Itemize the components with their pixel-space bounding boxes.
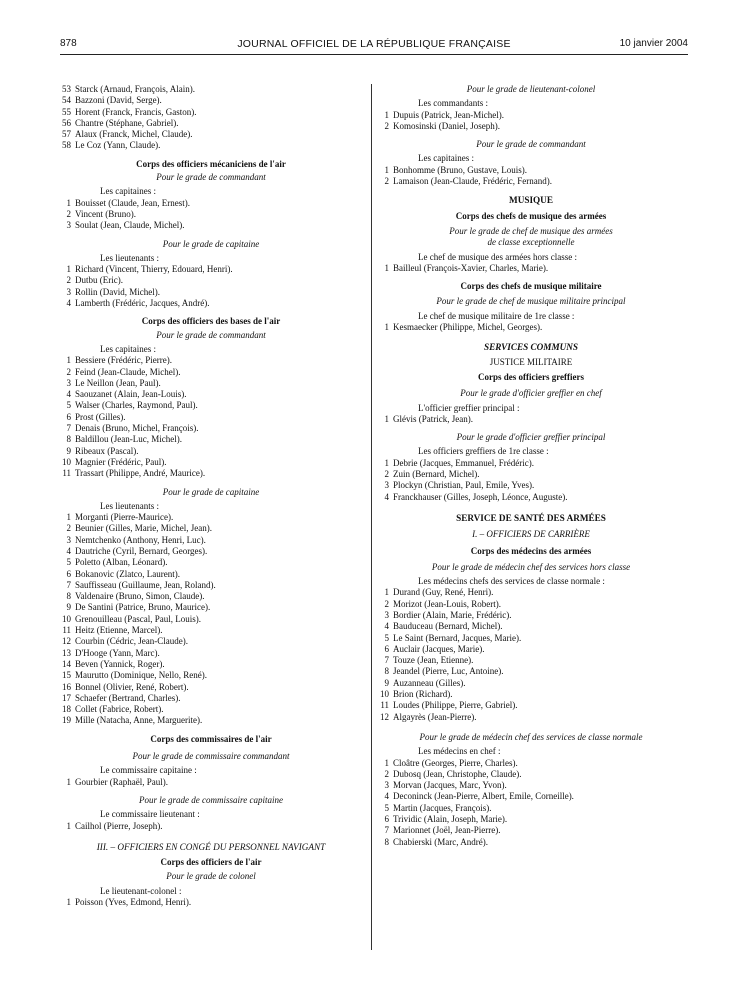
person-name: Zuin (Bernard, Michel). — [393, 469, 480, 480]
person-name: Courbin (Cédric, Jean-Claude). — [75, 636, 188, 647]
person-name: Le Saint (Bernard, Jacques, Marie). — [393, 632, 522, 643]
person-name: Lamaison (Jean-Claude, Frédéric, Fernand). — [393, 176, 552, 187]
item-number: 7 — [66, 579, 71, 590]
list-item — [378, 587, 684, 598]
item-number: 3 — [66, 534, 71, 545]
item-number: 2 — [384, 120, 389, 131]
list-item — [378, 414, 684, 425]
item-number: 3 — [384, 780, 389, 791]
item-number: 8 — [66, 434, 71, 445]
person-name: Loudes (Philippe, Pierre, Gabriel). — [393, 700, 518, 711]
item-number: 2 — [384, 598, 389, 609]
person-name: Trassart (Philippe, André, Maurice). — [75, 468, 206, 479]
list-item — [378, 110, 684, 121]
rank-label: Les lieutenants : — [100, 500, 159, 511]
grade-heading: Pour le grade d'officier greffier en chef — [460, 388, 602, 399]
person-name: Morvan (Jacques, Marc, Yvon). — [393, 780, 507, 791]
item-number: 1 — [384, 413, 389, 424]
person-name: Rollin (David, Michel). — [75, 286, 160, 297]
list-item — [378, 165, 684, 176]
item-number: 12 — [62, 636, 71, 647]
list-item — [60, 535, 362, 546]
corps-heading: Corps des chefs de musique militaire — [460, 281, 602, 292]
left-column — [60, 84, 362, 908]
person-name: Alaux (Franck, Michel, Claude). — [75, 129, 193, 140]
item-number: 7 — [66, 423, 71, 434]
corps-heading: Corps des officiers de l'air — [160, 857, 262, 868]
item-number: 4 — [66, 389, 71, 400]
item-number: 1 — [384, 109, 389, 120]
item-number: 5 — [66, 557, 71, 568]
item-number: 2 — [66, 366, 71, 377]
list-item — [60, 512, 362, 523]
person-name: Komosinski (Daniel, Joseph). — [393, 120, 500, 131]
item-number: 6 — [384, 643, 389, 654]
item-number: 15 — [62, 670, 71, 681]
item-number: 1 — [384, 757, 389, 768]
list-item — [60, 95, 362, 106]
corps-heading: Corps des officiers greffiers — [477, 371, 585, 382]
person-name: Collet (Fabrice, Robert). — [75, 704, 164, 715]
item-number: 2 — [384, 176, 389, 187]
person-name: Le Neillon (Jean, Paul). — [75, 377, 161, 388]
item-number: 7 — [384, 655, 389, 666]
grade-heading: Pour le grade de capitaine — [162, 238, 260, 249]
person-name: Plockyn (Christian, Paul, Emile, Yves). — [393, 480, 535, 491]
list-item — [60, 198, 362, 209]
item-number: 55 — [62, 106, 71, 117]
corps-heading: Corps des chefs de musique des armées — [455, 210, 607, 221]
list-item — [60, 446, 362, 457]
list-item — [60, 625, 362, 636]
list-item — [378, 121, 684, 132]
list-item — [378, 599, 684, 610]
item-number: 1 — [66, 512, 71, 523]
list-item — [60, 367, 362, 378]
list-item — [378, 480, 684, 491]
item-number: 2 — [66, 208, 71, 219]
list-item — [378, 610, 684, 621]
name-list — [60, 821, 362, 832]
person-name: Auzanneau (Gilles). — [393, 677, 466, 688]
item-number: 56 — [62, 117, 71, 128]
item-number: 8 — [384, 666, 389, 677]
rank-label: Les lieutenants : — [100, 252, 159, 263]
person-name: Morganti (Pierre-Maurice). — [75, 512, 174, 523]
grade-heading: Pour le grade de médecin chef des services hors classe — [431, 561, 631, 572]
list-item — [60, 602, 362, 613]
item-number: 1 — [384, 164, 389, 175]
corps-heading: Corps des officiers mécaniciens de l'air — [136, 158, 286, 169]
person-name: Trividic (Alain, Joseph, Marie). — [393, 814, 508, 825]
rank-label: Le lieutenant-colonel : — [100, 885, 182, 896]
item-number: 1 — [384, 322, 389, 333]
right-column — [378, 84, 684, 848]
person-name: Auclair (Jacques, Marie). — [393, 643, 485, 654]
person-name: Poisson (Yves, Edmond, Henri). — [75, 897, 192, 907]
person-name: Cailhol (Pierre, Joseph). — [75, 820, 163, 831]
page-header — [60, 38, 688, 52]
journal-title: JOURNAL OFFICIEL DE LA RÉPUBLIQUE FRANÇAISE — [237, 38, 511, 50]
person-name: Bazzoni (David, Serge). — [75, 95, 162, 106]
grade-heading: Pour le grade de médecin chef des services de classe normale — [419, 731, 643, 742]
item-number: 5 — [384, 802, 389, 813]
person-name: Debrie (Jacques, Emmanuel, Frédéric). — [393, 457, 534, 468]
publication-date: 10 janvier 2004 — [619, 38, 688, 49]
name-list — [60, 84, 362, 152]
item-number: 3 — [384, 480, 389, 491]
grade-heading: Pour le grade de colonel — [166, 871, 256, 882]
list-item — [378, 176, 684, 187]
list-item — [378, 322, 684, 333]
rank-label: Les commandants : — [418, 98, 488, 109]
item-number: 11 — [62, 625, 71, 636]
item-number: 16 — [62, 681, 71, 692]
person-name: Kesmaecker (Philippe, Michel, Georges). — [393, 322, 543, 333]
name-list — [378, 165, 684, 188]
grade-heading: Pour le grade de commandant — [476, 139, 586, 150]
corps-heading: Corps des médecins des armées — [470, 545, 592, 556]
item-number: 1 — [66, 355, 71, 366]
item-number: 9 — [66, 602, 71, 613]
person-name: Richard (Vincent, Thierry, Edouard, Henri). — [75, 264, 233, 275]
grade-heading: Pour le grade de chef de musique des armées de classe exceptionnelle — [449, 225, 613, 248]
name-list — [60, 897, 362, 908]
name-list — [60, 777, 362, 788]
rank-label: Les médecins en chef : — [418, 746, 501, 757]
list-item — [378, 492, 684, 503]
list-item — [60, 614, 362, 625]
item-number: 1 — [384, 457, 389, 468]
person-name: Martin (Jacques, François). — [393, 802, 492, 813]
person-name: Brion (Richard). — [393, 689, 453, 700]
item-number: 1 — [66, 776, 71, 787]
person-name: Le Coz (Yann, Claude). — [75, 140, 161, 151]
grade-heading: Pour le grade de commissaire capitaine — [139, 794, 283, 805]
list-item — [60, 220, 362, 231]
item-number: 6 — [384, 814, 389, 825]
person-name: Chabierski (Marc, André). — [393, 836, 488, 847]
item-number: 3 — [384, 609, 389, 620]
section-heading: SERVICE DE SANTÉ DES ARMÉES — [456, 512, 606, 523]
list-item — [378, 780, 684, 791]
item-number: 3 — [66, 220, 71, 231]
item-number: 11 — [380, 700, 389, 711]
name-list — [378, 322, 684, 333]
list-item — [60, 423, 362, 434]
list-item — [60, 275, 362, 286]
person-name: Horent (Franck, Francis, Gaston). — [75, 106, 197, 117]
list-item — [60, 580, 362, 591]
list-item — [60, 84, 362, 95]
list-item — [60, 704, 362, 715]
list-item — [378, 666, 684, 677]
list-item — [60, 557, 362, 568]
person-name: Bouisset (Claude, Jean, Ernest). — [75, 197, 190, 208]
list-item — [378, 712, 684, 723]
grade-heading: Pour le grade de capitaine — [162, 486, 260, 497]
person-name: Denais (Bruno, Michel, François). — [75, 423, 199, 434]
person-name: Durand (Guy, René, Henri). — [393, 587, 494, 598]
list-item — [378, 758, 684, 769]
person-name: Dupuis (Patrick, Jean-Michel). — [393, 109, 504, 120]
person-name: Deconinck (Jean-Pierre, Albert, Emile, Corneille). — [393, 791, 574, 802]
person-name: Feind (Jean-Claude, Michel). — [75, 366, 181, 377]
name-list — [378, 587, 684, 723]
person-name: Bonhomme (Bruno, Gustave, Louis). — [393, 164, 527, 175]
person-name: Nemtchenko (Anthony, Henri, Luc). — [75, 534, 206, 545]
list-item — [378, 825, 684, 836]
item-number: 54 — [62, 95, 71, 106]
person-name: Baldillou (Jean-Luc, Michel). — [75, 434, 182, 445]
subsection-heading: JUSTICE MILITAIRE — [489, 356, 573, 367]
list-item — [60, 591, 362, 602]
list-item — [378, 689, 684, 700]
name-list — [378, 758, 684, 848]
person-name: Lamberth (Frédéric, Jacques, André). — [75, 298, 210, 309]
item-number: 18 — [62, 704, 71, 715]
person-name: Saouzanet (Alain, Jean-Louis). — [75, 389, 187, 400]
list-item — [378, 655, 684, 666]
person-name: Magnier (Frédéric, Paul). — [75, 456, 167, 467]
person-name: Dautriche (Cyril, Bernard, Georges). — [75, 545, 208, 556]
name-list — [378, 263, 684, 274]
list-item — [378, 678, 684, 689]
item-number: 10 — [380, 689, 389, 700]
person-name: Valdenaire (Bruno, Simon, Claude). — [75, 591, 205, 602]
list-item — [378, 700, 684, 711]
item-number: 13 — [62, 647, 71, 658]
item-number: 9 — [384, 677, 389, 688]
rank-label: Les officiers greffiers de 1re classe : — [418, 446, 549, 457]
list-item — [378, 644, 684, 655]
person-name: Algayrès (Jean-Pierre). — [393, 711, 477, 722]
list-item — [60, 636, 362, 647]
list-item — [378, 791, 684, 802]
item-number: 4 — [384, 621, 389, 632]
name-list — [60, 264, 362, 309]
item-number: 1 — [66, 897, 71, 907]
person-name: Bonnel (Olivier, René, Robert). — [75, 681, 189, 692]
corps-heading: Corps des commissaires de l'air — [150, 733, 272, 744]
grade-heading: Pour le grade de commandant — [156, 329, 266, 340]
list-item — [60, 287, 362, 298]
list-item — [60, 129, 362, 140]
person-name: Cloâtre (Georges, Pierre, Charles). — [393, 757, 518, 768]
person-name: Ribeaux (Pascal). — [75, 445, 139, 456]
person-name: Franckhauser (Gilles, Joseph, Léonce, Auguste). — [393, 491, 568, 502]
list-item — [60, 389, 362, 400]
person-name: Soulat (Jean, Claude, Michel). — [75, 220, 185, 231]
list-item — [60, 821, 362, 832]
person-name: Beunier (Gilles, Marie, Michel, Jean). — [75, 523, 212, 534]
list-item — [60, 298, 362, 309]
item-number: 7 — [384, 825, 389, 836]
item-number: 5 — [384, 632, 389, 643]
list-item — [60, 378, 362, 389]
section-heading: III. – OFFICIERS EN CONGÉ DU PERSONNEL NAVIGANT — [96, 841, 326, 852]
person-name: Schaefer (Bertrand, Charles). — [75, 692, 181, 703]
person-name: Glévis (Patrick, Jean). — [393, 413, 473, 424]
person-name: Morizot (Jean-Louis, Robert). — [393, 598, 501, 609]
list-item — [378, 803, 684, 814]
rank-label: Le commissaire lieutenant : — [100, 809, 200, 820]
item-number: 1 — [384, 587, 389, 598]
person-name: Chantre (Stéphane, Gabriel). — [75, 117, 179, 128]
list-item — [60, 715, 362, 726]
person-name: Beven (Yannick, Roger). — [75, 658, 165, 669]
grade-heading: Pour le grade d'officier greffier principal — [456, 432, 606, 443]
name-list — [378, 110, 684, 133]
list-item — [378, 633, 684, 644]
item-number: 2 — [66, 275, 71, 286]
grade-heading: Pour le grade de chef de musique militaire principal — [436, 296, 626, 307]
person-name: Vincent (Bruno). — [75, 208, 136, 219]
item-number: 17 — [62, 692, 71, 703]
page-number: 878 — [60, 38, 77, 49]
rank-label: Les capitaines : — [100, 186, 156, 197]
person-name: Jeandel (Pierre, Luc, Antoine). — [393, 666, 504, 677]
grade-heading: Pour le grade de commissaire commandant — [132, 751, 290, 762]
person-name: Walser (Charles, Raymond, Paul). — [75, 400, 198, 411]
list-item — [60, 569, 362, 580]
item-number: 11 — [62, 468, 71, 479]
list-item — [60, 659, 362, 670]
item-number: 12 — [380, 711, 389, 722]
list-item — [60, 693, 362, 704]
person-name: Bokanovic (Zlatco, Laurent). — [75, 568, 180, 579]
rank-label: Le commissaire capitaine : — [100, 765, 197, 776]
list-item — [60, 670, 362, 681]
item-number: 3 — [66, 286, 71, 297]
item-number: 8 — [66, 591, 71, 602]
person-name: Maurutto (Dominique, Nello, René). — [75, 670, 207, 681]
item-number: 58 — [62, 140, 71, 151]
person-name: Marionnet (Joël, Jean-Pierre). — [393, 825, 501, 836]
list-item — [60, 682, 362, 693]
list-item — [60, 400, 362, 411]
list-item — [60, 140, 362, 151]
list-item — [60, 107, 362, 118]
person-name: Mille (Natacha, Anne, Marguerite). — [75, 715, 203, 726]
person-name: Bessiere (Frédéric, Pierre). — [75, 355, 172, 366]
list-item — [60, 355, 362, 366]
person-name: Bordier (Alain, Marie, Frédéric). — [393, 609, 512, 620]
person-name: Grenouilleau (Pascal, Paul, Louis). — [75, 613, 201, 624]
list-item — [378, 814, 684, 825]
item-number: 4 — [66, 545, 71, 556]
list-item — [378, 458, 684, 469]
item-number: 8 — [384, 836, 389, 847]
person-name: Gourbier (Raphaël, Paul). — [75, 776, 168, 787]
item-number: 6 — [66, 568, 71, 579]
name-list — [60, 512, 362, 727]
rank-label: Le chef de musique des armées hors classe : — [418, 251, 577, 262]
name-list — [378, 414, 684, 425]
list-item — [60, 412, 362, 423]
item-number: 19 — [62, 715, 71, 726]
list-item — [378, 263, 684, 274]
item-number: 1 — [66, 820, 71, 831]
list-item — [60, 546, 362, 557]
subsection-heading: I. – OFFICIERS DE CARRIÈRE — [472, 529, 590, 540]
header-rule — [60, 54, 688, 55]
person-name: Bailleul (François-Xavier, Charles, Marie). — [393, 262, 549, 273]
person-name: Prost (Gilles). — [75, 411, 126, 422]
item-number: 53 — [62, 84, 71, 94]
item-number: 2 — [66, 523, 71, 534]
list-item — [60, 468, 362, 479]
rank-label: L'officier greffier principal : — [418, 402, 520, 413]
person-name: D'Hooge (Yann, Marc). — [75, 647, 160, 658]
person-name: Starck (Arnaud, François, Alain). — [75, 84, 195, 94]
list-item — [378, 769, 684, 780]
item-number: 10 — [62, 613, 71, 624]
name-list — [60, 355, 362, 479]
list-item — [60, 209, 362, 220]
item-number: 10 — [62, 456, 71, 467]
item-number: 3 — [66, 377, 71, 388]
item-number: 1 — [66, 264, 71, 275]
rank-label: Les capitaines : — [418, 153, 474, 164]
person-name: Poletto (Alban, Léonard). — [75, 557, 168, 568]
item-number: 4 — [66, 298, 71, 309]
item-number: 4 — [384, 791, 389, 802]
corps-heading: Corps des officiers des bases de l'air — [141, 316, 281, 327]
grade-heading: Pour le grade de commandant — [156, 172, 266, 183]
list-item — [378, 469, 684, 480]
person-name: De Santini (Patrice, Bruno, Maurice). — [75, 602, 211, 613]
item-number: 2 — [384, 768, 389, 779]
item-number: 6 — [66, 411, 71, 422]
grade-heading: Pour le grade de lieutenant-colonel — [466, 84, 596, 94]
list-item — [60, 523, 362, 534]
item-number: 57 — [62, 129, 71, 140]
name-list — [378, 458, 684, 503]
list-item — [60, 897, 362, 908]
item-number: 14 — [62, 658, 71, 669]
item-number: 9 — [66, 445, 71, 456]
name-list — [60, 198, 362, 232]
rank-label: Les médecins chefs des services de classe normale : — [418, 576, 605, 587]
person-name: Touze (Jean, Etienne). — [393, 655, 474, 666]
list-item — [60, 434, 362, 445]
person-name: Sauffisseau (Guillaume, Jean, Roland). — [75, 579, 216, 590]
person-name: Heitz (Etienne, Marcel). — [75, 625, 163, 636]
item-number: 4 — [384, 491, 389, 502]
item-number: 1 — [384, 262, 389, 273]
item-number: 2 — [384, 469, 389, 480]
list-item — [60, 264, 362, 275]
rank-label: Les capitaines : — [100, 343, 156, 354]
section-heading: MUSIQUE — [509, 195, 553, 206]
list-item — [60, 118, 362, 129]
column-divider — [371, 84, 372, 950]
list-item — [378, 621, 684, 632]
person-name: Bauduceau (Bernard, Michel). — [393, 621, 503, 632]
rank-label: Le chef de musique militaire de 1re classe : — [418, 310, 575, 321]
item-number: 5 — [66, 400, 71, 411]
section-heading: SERVICES COMMUNS — [483, 342, 579, 353]
list-item — [60, 648, 362, 659]
list-item — [60, 457, 362, 468]
list-item — [60, 777, 362, 788]
person-name: Dubosq (Jean, Christophe, Claude). — [393, 768, 522, 779]
item-number: 1 — [66, 197, 71, 208]
list-item — [378, 837, 684, 848]
person-name: Dutbu (Eric). — [75, 275, 123, 286]
